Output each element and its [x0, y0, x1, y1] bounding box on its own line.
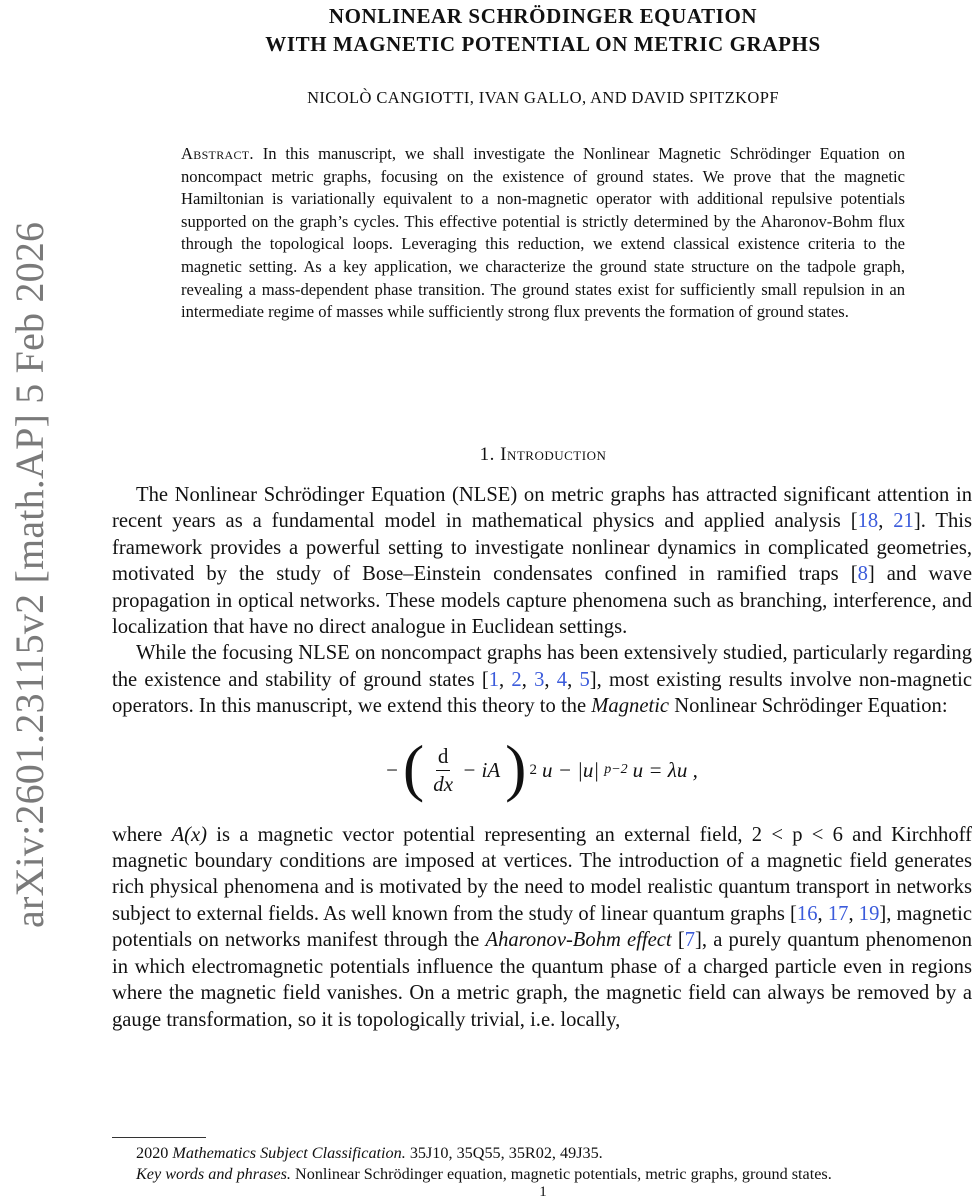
eq-exponent: p−2	[604, 762, 628, 778]
arxiv-identifier[interactable]: arXiv:2601.23115v2 [math.AP] 5 Feb 2026	[7, 221, 52, 928]
arxiv-sidebar	[4, 0, 52, 930]
citation-link[interactable]: 18	[857, 510, 879, 533]
separator: ,	[498, 668, 512, 691]
text-run: ]. This framework provides a powerful setting to investigate nonlinear dynamics in complicated geometries, motivated by the study of Bose–Einstein condensates confined in ramified traps [	[112, 510, 972, 586]
citation-link[interactable]: 4	[556, 668, 568, 691]
text-run: Nonlinear Schrödinger Equation:	[669, 695, 948, 718]
text-run: is a magnetic vector potential representing an external field, 2 < p < 6 and Kirchhoff magnetic boundary conditions are imposed at vertices. The introduction of a magnetic field generates rich physical phenomena and is motivated by the need to model realistic quantum transport in networks subject to external fields. As well known from the study of linear quantum graphs [	[112, 823, 972, 925]
text-run: While the focusing NLSE on noncompact graphs has been extensively studied, particularly regarding the existence and stability of ground states [	[112, 642, 972, 691]
keywords-label: Key words and phrases.	[136, 1165, 291, 1183]
text-run: The Nonlinear Schrödinger Equation (NLSE) on metric graphs has attracted significant attention in recent years as a fundamental model in mathematical physics and applied analysis [	[112, 484, 972, 533]
eq-dx: dx	[433, 772, 454, 797]
emphasis: Aharonov-Bohm effect	[485, 929, 672, 952]
citation-link[interactable]: 17	[827, 902, 849, 925]
text-run: ], a purely quantum phenomenon in which electromagnetic potentials influence the quantum phase of a charged particle even in regions where the magnetic field vanishes. On a metric graph, the magnetic field can always be removed by a gauge transformation, so it is topologically trivial, i.e. locally,	[112, 929, 972, 1031]
eq-right-paren: )	[505, 731, 527, 803]
msc-year: 2020	[136, 1144, 173, 1162]
keywords-text: Nonlinear Schrödinger equation, magnetic potentials, metric graphs, ground states.	[290, 1165, 832, 1183]
math-inline: A(x)	[171, 823, 207, 846]
text-run: ], most existing results involve non-magnetic operators. In this manuscript, we extend this theory to the	[112, 668, 972, 718]
title-line-2: WITH MAGNETIC POTENTIAL ON METRIC GRAPHS	[265, 32, 821, 56]
separator: ,	[848, 902, 859, 925]
paragraph-2	[112, 640, 972, 719]
eq-nonlinear-term: u − |u|	[541, 758, 600, 783]
eq-square: 2	[529, 762, 537, 779]
citation-link[interactable]: 1	[488, 668, 499, 691]
abstract	[181, 143, 905, 324]
section-number: 1.	[479, 444, 495, 465]
text-run: ], magnetic potentials on networks manifest through the	[112, 902, 972, 952]
text-run: where	[112, 823, 172, 846]
separator: ,	[817, 902, 828, 925]
footnote-keywords	[112, 1164, 972, 1185]
section-heading	[112, 444, 972, 466]
text-run: ] and wave propagation in optical networks. These models capture phenomena such as branching, interference, and localization that have no direct analogue in Euclidean settings.	[112, 563, 972, 639]
citation-link[interactable]: 19	[858, 902, 880, 925]
eq-rhs: u = λu ,	[632, 758, 698, 783]
msc-label: Mathematics Subject Classification.	[172, 1144, 406, 1162]
emphasis: Magnetic	[591, 695, 670, 718]
citation-link[interactable]: 8	[857, 563, 868, 586]
footnotes	[112, 1143, 972, 1185]
abstract-text: In this manuscript, we shall investigate the Nonlinear Magnetic Schrödinger Equation on noncompact metric graphs, focusing on the existence of ground states. We prove that the magnetic Hamiltonian is variationally equivalent to a non-magnetic operator with additional repulsive potentials supported on the graph’s cycles. This effective potential is strictly determined by the Aharonov-Bohm flux through the topological loops. Leveraging this reduction, we extend classical existence criteria to the magnetic setting. As a key application, we characterize the ground state structure on the tadpole graph, revealing a mass-dependent phase transition. The ground states exist for sufficiently small repulsion in an intermediate regime of masses while sufficiently strong flux prevents the formation of ground states.	[181, 144, 906, 322]
footnote-msc	[112, 1143, 972, 1164]
eq-minus: −	[386, 758, 398, 783]
separator: ,	[567, 668, 580, 691]
separator: ,	[521, 668, 535, 691]
page-number: 1	[539, 1184, 547, 1200]
footnote-rule	[112, 1137, 206, 1138]
paragraph-1	[112, 482, 972, 640]
eq-frac-denominator	[433, 771, 453, 796]
citation-link[interactable]: 16	[796, 902, 818, 925]
paragraph-3	[112, 822, 972, 1033]
citation-link[interactable]: 7	[684, 929, 696, 952]
eq-left-paren: (	[402, 731, 425, 803]
citation-link[interactable]: 21	[893, 510, 914, 533]
author-list: NICOLÒ CANGIOTTI, IVAN GALLO, AND DAVID SPITZKOPF	[307, 88, 779, 107]
eq-minus-iA: − iA	[462, 758, 501, 783]
msc-codes: 35J10, 35Q55, 35R02, 49J35.	[405, 1144, 603, 1162]
citation-link[interactable]: 3	[534, 668, 545, 691]
citation-link[interactable]: 5	[579, 668, 590, 691]
title-line-1: NONLINEAR SCHRÖDINGER EQUATION	[328, 4, 758, 28]
display-equation	[112, 720, 972, 822]
abstract-label: Abstract.	[181, 144, 254, 163]
body-text	[112, 482, 972, 1033]
text-run: ,	[878, 510, 894, 533]
eq-derivative-fraction	[433, 745, 453, 796]
citation-link[interactable]: 2	[511, 668, 522, 691]
paper-title	[112, 2, 972, 58]
section-title: Introduction	[500, 444, 607, 465]
separator: ,	[544, 668, 557, 691]
text-run: [	[671, 929, 685, 952]
eq-frac-numerator: d	[436, 745, 451, 771]
